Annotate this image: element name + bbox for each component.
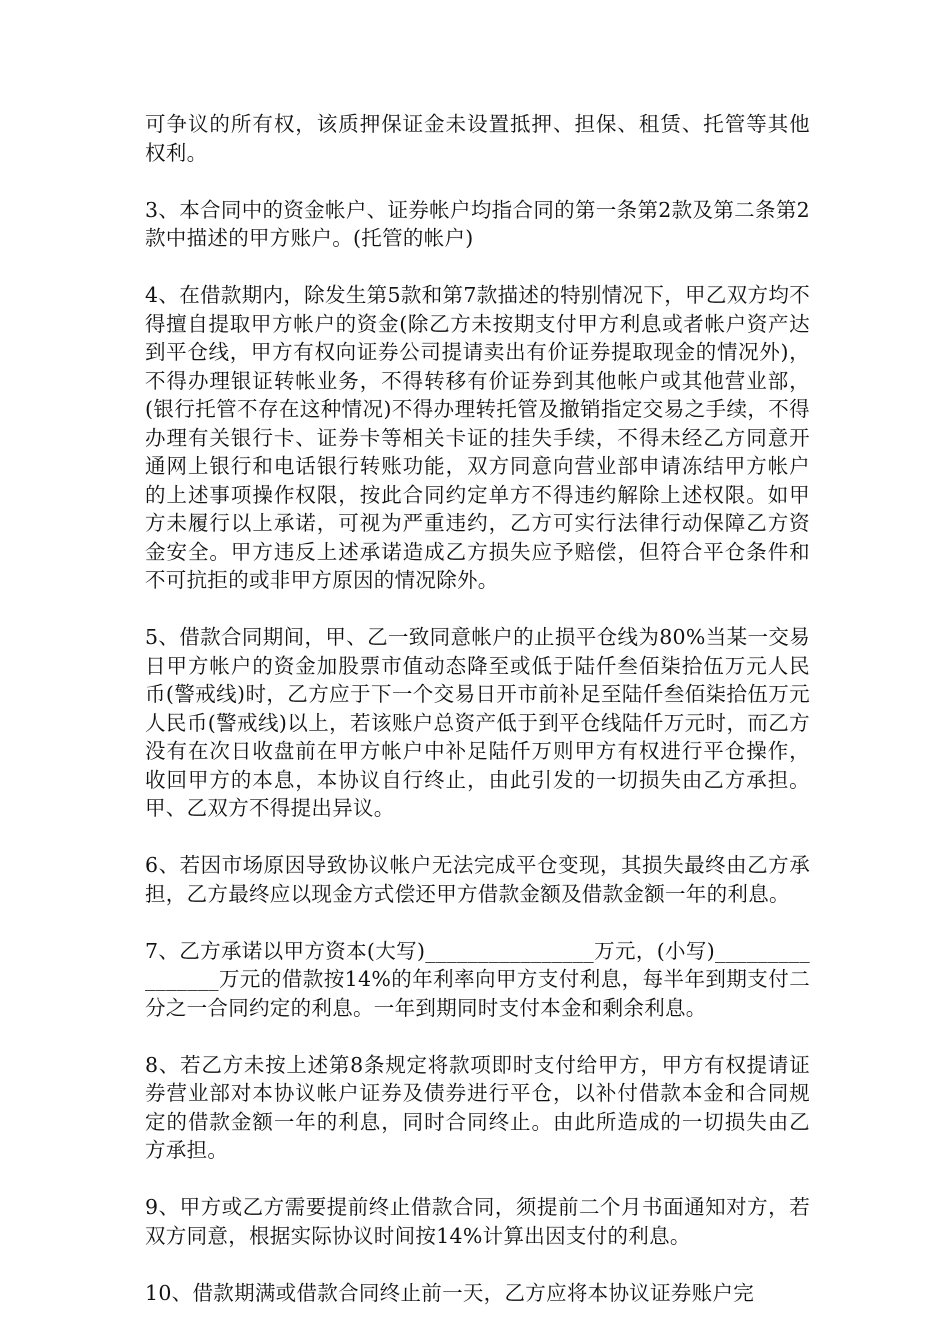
paragraph-clause-6: 6、若因市场原因导致协议帐户无法完成平仓变现，其损失最终由乙方承担，乙方最终应以现金方式偿还甲方借款金额及借款金额一年的利息。 bbox=[145, 853, 810, 906]
paragraph-ownership-continuation: 可争议的所有权，该质押保证金未设置抵押、担保、租赁、托管等其他权利。 bbox=[145, 112, 810, 165]
document-page bbox=[145, 110, 810, 1307]
paragraph-clause-10: 10、借款期满或借款合同终止前一天，乙方应将本协议证券账户完 bbox=[145, 1280, 755, 1305]
paragraph-clause-5: 5、借款合同期间，甲、乙一致同意帐户的止损平仓线为80%当某一交易日甲方帐户的资金加股票市值动态降至或低于陆仟叁佰柒拾伍万元人民币(警戒线)时，乙方应于下一个交易日开市前补足至陆仟叁佰柒拾伍万元人民币(警戒线)以上，若该账户总资产低于到平仓线陆仟万元时，而乙方没有在次日收盘前在甲方帐户中补足陆仟万则甲方有权进行平仓操作，收回甲方的本息，本协议自行终止，由此引发的一切损失由乙方承担。甲、乙双方不得提出异议。 bbox=[145, 625, 810, 820]
paragraph-clause-3: 3、本合同中的资金帐户、证券帐户均指合同的第一条第2款及第二条第2款中描述的甲方账户。(托管的帐户) bbox=[145, 197, 810, 250]
paragraph-clause-9: 9、甲方或乙方需要提前终止借款合同，须提前二个月书面通知对方，若双方同意，根据实际协议时间按14%计算出因支付的利息。 bbox=[145, 1195, 810, 1248]
paragraph-clause-4: 4、在借款期内，除发生第5款和第7款描述的特别情况下，甲乙双方均不得擅自提取甲方帐户的资金(除乙方未按期支付甲方利息或者帐户资产达到平仓线，甲方有权向证券公司提请卖出有价证券提取现金的情况外)，不得办理银证转帐业务，不得转移有价证券到其他帐户或其他营业部，(银行托管不存在这种情况)不得办理转托管及撤销指定交易之手续，不得办理有关银行卡、证券卡等相关卡证的挂失手续，不得未经乙方同意开通网上银行和电话银行转账功能，双方同意向营业部申请冻结甲方帐户的上述事项操作权限，按此合同约定单方不得违约解除上述权限。如甲方未履行以上承诺，可视为严重违约，乙方可实行法律行动保障乙方资金安全。甲方违反上述承诺造成乙方损失应予赔偿，但符合平仓条件和不可抗拒的或非甲方原因的情况除外。 bbox=[145, 283, 810, 592]
paragraph-clause-8: 8、若乙方未按上述第8条规定将款项即时支付给甲方，甲方有权提请证券营业部对本协议帐户证券及债券进行平仓，以补付借款本金和合同规定的借款金额一年的利息，同时合同终止。由此所造成的一切损失由乙方承担。 bbox=[145, 1052, 810, 1162]
paragraph-clause-7: 7、乙方承诺以甲方资本(大写)________________万元，(小写)________________万元的借款按14%的年利率向甲方支付利息，每半年到期支付二分之一合同约定的利息。一年到期同时支付本金和剩余利息。 bbox=[145, 938, 810, 1020]
